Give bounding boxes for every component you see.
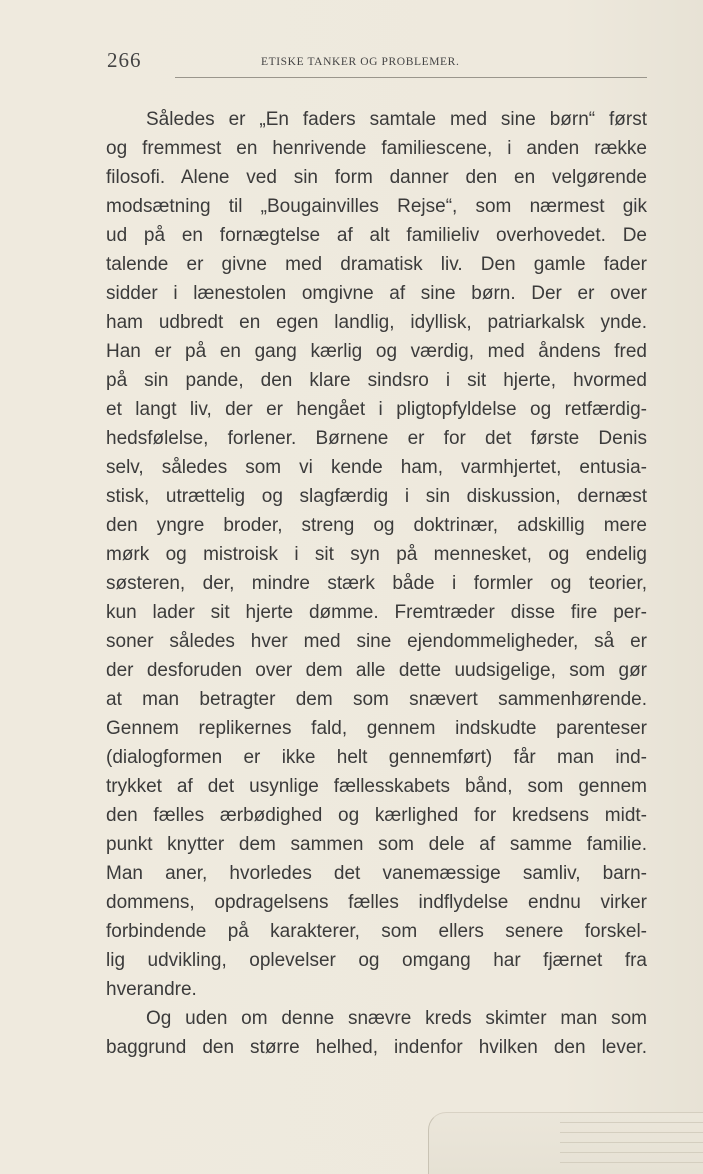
text-line: punkt knytter dem sammen som dele af samme familie. xyxy=(106,834,647,855)
page-edge-line xyxy=(560,1152,703,1153)
text-line: forbindende på karakterer, som ellers senere forskel- xyxy=(106,921,647,942)
text-line: på sin pande, den klare sindsro i sit hjerte, hvormed xyxy=(106,370,647,391)
text-line: Han er på en gang kærlig og værdig, med åndens fred xyxy=(106,341,647,362)
text-line: baggrund den større helhed, indenfor hvilken den lever. xyxy=(106,1037,647,1058)
text-line: den fælles ærbødighed og kærlighed for kredsens midt- xyxy=(106,805,647,826)
page-edge-line xyxy=(560,1112,703,1113)
text-line: Og uden om denne snævre kreds skimter man som xyxy=(146,1008,647,1029)
text-line: ud på en fornægtelse af alt familieliv overhovedet. De xyxy=(106,225,647,246)
text-line: søsteren, der, mindre stærk både i formler og teorier, xyxy=(106,573,647,594)
text-line: (dialogformen er ikke helt gennemført) får man ind- xyxy=(106,747,647,768)
text-line: mørk og mistroisk i sit syn på mennesket, og endelig xyxy=(106,544,647,565)
text-line: ham udbredt en egen landlig, idyllisk, patriarkalsk ynde. xyxy=(106,312,647,333)
page-edge-line xyxy=(560,1162,703,1163)
text-line: trykket af det usynlige fællesskabets bånd, som gennem xyxy=(106,776,647,797)
text-line: at man betragter dem som snævert sammenhørende. xyxy=(106,689,647,710)
text-line: Man aner, hvorledes det vanemæssige samliv, barn- xyxy=(106,863,647,884)
page-edge-line xyxy=(560,1142,703,1143)
text-line: filosofi. Alene ved sin form danner den en velgørende xyxy=(106,167,647,188)
text-line: dommens, opdragelsens fælles indflydelse endnu virker xyxy=(106,892,647,913)
text-line: den yngre broder, streng og doktrinær, adskillig mere xyxy=(106,515,647,536)
running-head: ETISKE TANKER OG PROBLEMER. xyxy=(261,56,460,68)
text-line: selv, således som vi kende ham, varmhjertet, entusia- xyxy=(106,457,647,478)
text-line: et langt liv, der er hengået i pligtopfyldelse og retfærdig- xyxy=(106,399,647,420)
page-header xyxy=(107,48,647,74)
text-line: hverandre. xyxy=(106,979,197,1000)
header-rule xyxy=(175,77,647,78)
text-line: sidder i lænestolen omgivne af sine børn. Der er over xyxy=(106,283,647,304)
page-edge-line xyxy=(560,1122,703,1123)
text-line: modsætning til „Bougainvilles Rejse“, som nærmest gik xyxy=(106,196,647,217)
text-line: talende er givne med dramatisk liv. Den gamle fader xyxy=(106,254,647,275)
body-text xyxy=(106,105,647,1062)
page-number: 266 xyxy=(107,48,142,72)
text-line: Således er „En faders samtale med sine børn“ først xyxy=(146,109,647,130)
text-line: kun lader sit hjerte dømme. Fremtræder disse fire per- xyxy=(106,602,647,623)
text-line: stisk, utrættelig og slagfærdig i sin diskussion, dernæst xyxy=(106,486,647,507)
text-line: der desforuden over dem alle dette uudsigelige, som gør xyxy=(106,660,647,681)
text-line: soner således hver med sine ejendommeligheder, så er xyxy=(106,631,647,652)
text-line: Gennem replikernes fald, gennem indskudte parenteser xyxy=(106,718,647,739)
text-line: hedsfølelse, forlener. Børnene er for det første Denis xyxy=(106,428,647,449)
text-line: og fremmest en henrivende familiescene, i anden række xyxy=(106,138,647,159)
page-edge-line xyxy=(560,1132,703,1133)
text-line: lig udvikling, oplevelser og omgang har fjærnet fra xyxy=(106,950,647,971)
